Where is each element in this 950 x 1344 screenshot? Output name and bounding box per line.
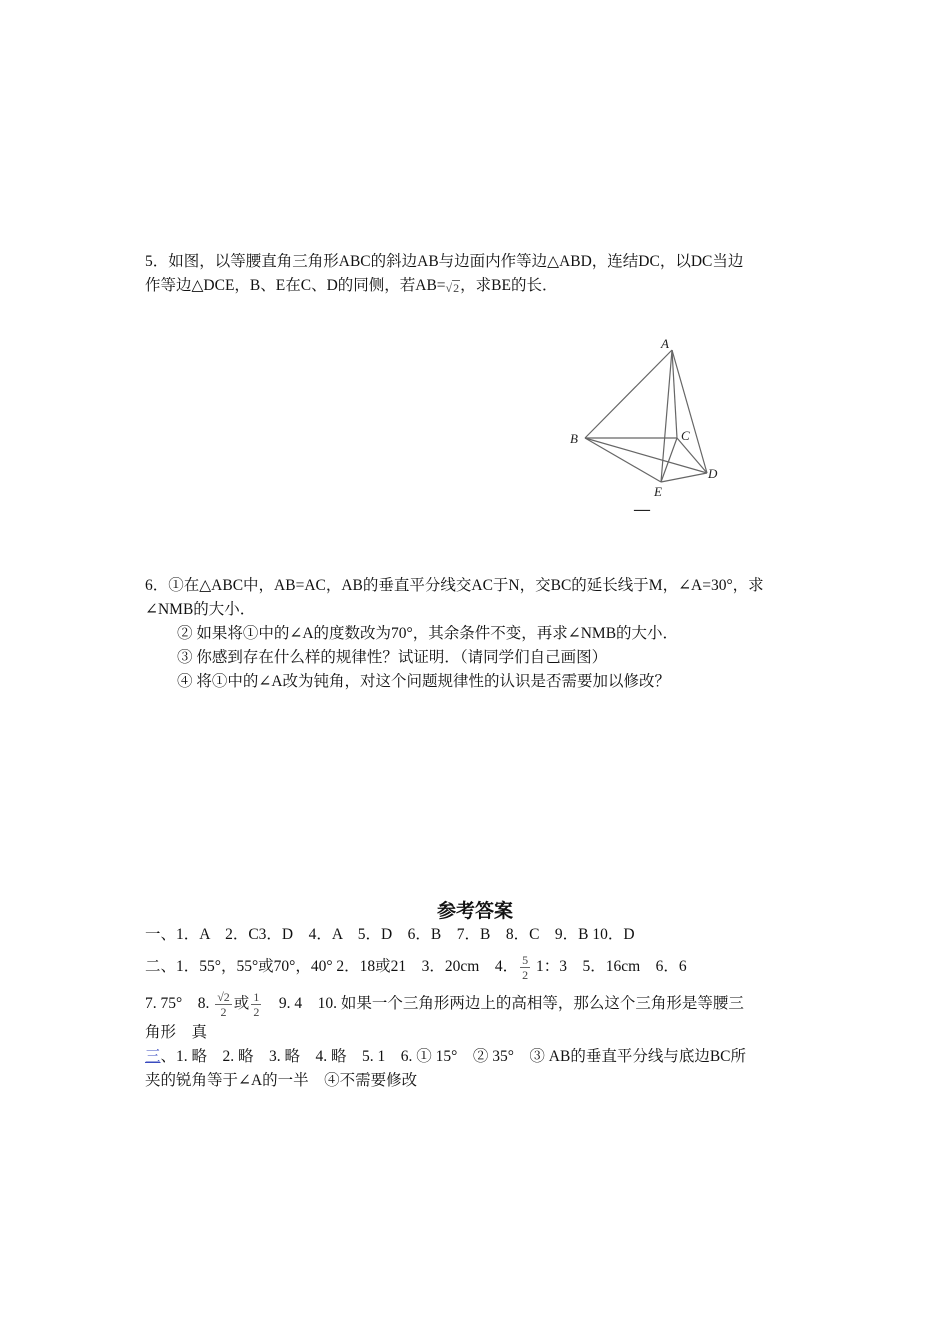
answers-row-2: 二、1．55°，55°或70°，40° 2．18或21 3．20cm 4． $\frac{5}{2}$ 1：3 5．16cm 6．6 (145, 953, 687, 982)
problem-6-line-1: 6．①在△ABC中，AB=AC，AB的垂直平分线交AC于N，交BC的延长线于M，∠A=30°，求 (145, 577, 764, 594)
problem-6-sub-4: ④ 将①中的∠A改为钝角，对这个问题规律性的认识是否需要加以修改？ (177, 673, 671, 690)
segment-ed (661, 473, 707, 482)
problem-6 (145, 574, 810, 694)
answers-row-5: 三、1. 略 2. 略 3. 略 4. 略 5. 1 6. ① 15° ② 35° ③ AB的垂直平分线与底边BC所 (145, 1048, 746, 1065)
problem-5-line-2: 作等边△DCE，B、E在C、D的同侧，若AB=√2，求BE的长． (145, 274, 810, 300)
fraction: $\frac{5}{2}$ (522, 953, 529, 982)
sqrt-expression: √2 (445, 281, 460, 295)
fraction-sqrt: $\frac{√2}{2}$ (217, 990, 230, 1019)
problem-6-sub-3: ③ 你感到存在什么样的规律性？试证明．（请同学们自己画图） (177, 649, 608, 666)
segment-be (585, 438, 661, 482)
geometry-figure (560, 330, 740, 520)
segment-ab (585, 350, 672, 438)
label-b: B (570, 431, 578, 446)
section-three-link[interactable]: 三 (145, 1048, 161, 1065)
problem-5-line-1: 5．如图，以等腰直角三角形ABC的斜边AB与边面内作等边△ABD，连结DC，以DC当边 (145, 253, 744, 270)
answers-row-4: 角形 真 (145, 1024, 208, 1041)
label-d: D (708, 466, 718, 481)
segment-bd (585, 438, 707, 473)
problem-5 (145, 250, 810, 300)
fraction-half: $\frac{1}{2}$ (253, 990, 260, 1019)
problem-6-sub-2: ② 如果将①中的∠A的度数改为70°，其余条件不变，再求∠NMB的大小． (177, 625, 679, 642)
label-e: E (654, 484, 662, 499)
answers-section (145, 923, 810, 1093)
problem-6-line-2: ∠NMB的大小． (145, 601, 256, 618)
answers-row-6: 夹的锐角等于∠A的一半 ④不需要修改 (145, 1072, 418, 1089)
answers-row-1: 一、1．A 2．C3．D 4．A 5．D 6．B 7．B 8．C 9．B 10．D (145, 926, 635, 943)
segment-ad (672, 350, 707, 473)
label-a: A (661, 336, 669, 351)
answers-row-3: 7. 75° 8. $\frac{√2}{2}$ 或 $\frac{1}{2}$ 9. 4 10. 如果一个三角形两边上的高相等，那么这个三角形是等腰三 (145, 990, 744, 1019)
answers-title: 参考答案 (436, 900, 513, 922)
label-c: C (681, 428, 690, 443)
stray-dash: — (634, 501, 650, 518)
